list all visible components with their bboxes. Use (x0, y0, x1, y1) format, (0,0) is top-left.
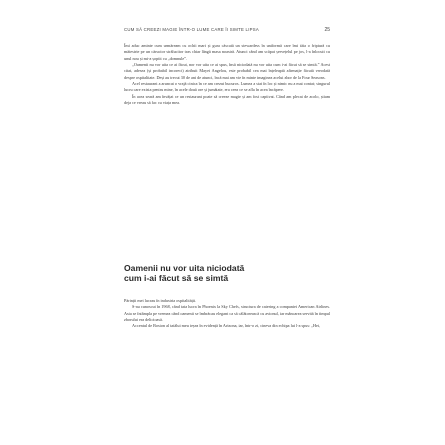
body-text-block-2 (124, 298, 330, 330)
paragraph: Acel restaurant a aruncat o vrajă cinica în ce am crezut bucuros. Lumea a stat în loc și nimic nu a mai contat; singurul lucru care exista pentru mine, în acele două ore și jumătate, era ceea ce se afla în acea încăpere. (124, 81, 330, 93)
section-heading (124, 264, 330, 283)
page-header (124, 27, 330, 35)
section-heading-line-2: cum i-ai făcut să se simtă (124, 272, 229, 283)
paragraph: Îmi aduc aminte cum urmăream cu ochii mari și gura căscată un stewardess în uniformă care îmi tăia o friptură cu măiestrie pe un cărucior strălucitor tras chiar lângă masa noastră. Atunci când am scăpat șervețelul pe jos, l-a înlocuit cu unul nou și mi-a șoptit cu „domnule”. (124, 43, 330, 61)
section-heading-line-1: Oamenii nu vor uita niciodată (124, 263, 245, 273)
paragraph: „Oamenii nu vor uita ce ai făcut, nor vor uita ce ai spus, însă niciodată nu vor uita cum i-ai făcut să se simtă.” Acest citat, adesea (și probabil incorect) atribuit Mayei Angelou, este probabil cea mai înțeleaptă afirmație făcută vreodată despre ospitalitate. Deși au trecut 30 de ani de atunci, încă mai am vie în minte imaginea acelui zbor de la Four Seasons. (124, 62, 330, 80)
page-number: 25 (324, 27, 330, 33)
running-title: CUM SĂ CREEZI MAGIE ÎNTR-O LUME CARE ÎI SIMTE LIPSA (124, 27, 259, 32)
body-text-block-1 (124, 43, 330, 106)
paragraph: Părinții mei lucrau în industria ospitalității. (124, 298, 197, 303)
paragraph: În acea seară am învățat ce un restaurant poate să creeze magie și am fost captivat. Când am plecat de acolo, știam deja ce vreau să fac cu viața mea. (124, 93, 330, 106)
paragraph: S-au cunoscut în 1968, când tata lucra în Phoenix la Sky Chefs, structura de catering a companiei American Airlines. Asta se întâmpla pe vremea când oamenii se îmbrăcau elegant ca să călătorească cu avionul, iar mâncarea servită în timpul zborului era delicioasă. (124, 304, 330, 323)
paragraph: Accentul de Boston al tatălui meu ieșea în evidență în Arizona, iar, într-o zi, cineva din echipa lui l-a spus: „Hei, (132, 323, 321, 329)
